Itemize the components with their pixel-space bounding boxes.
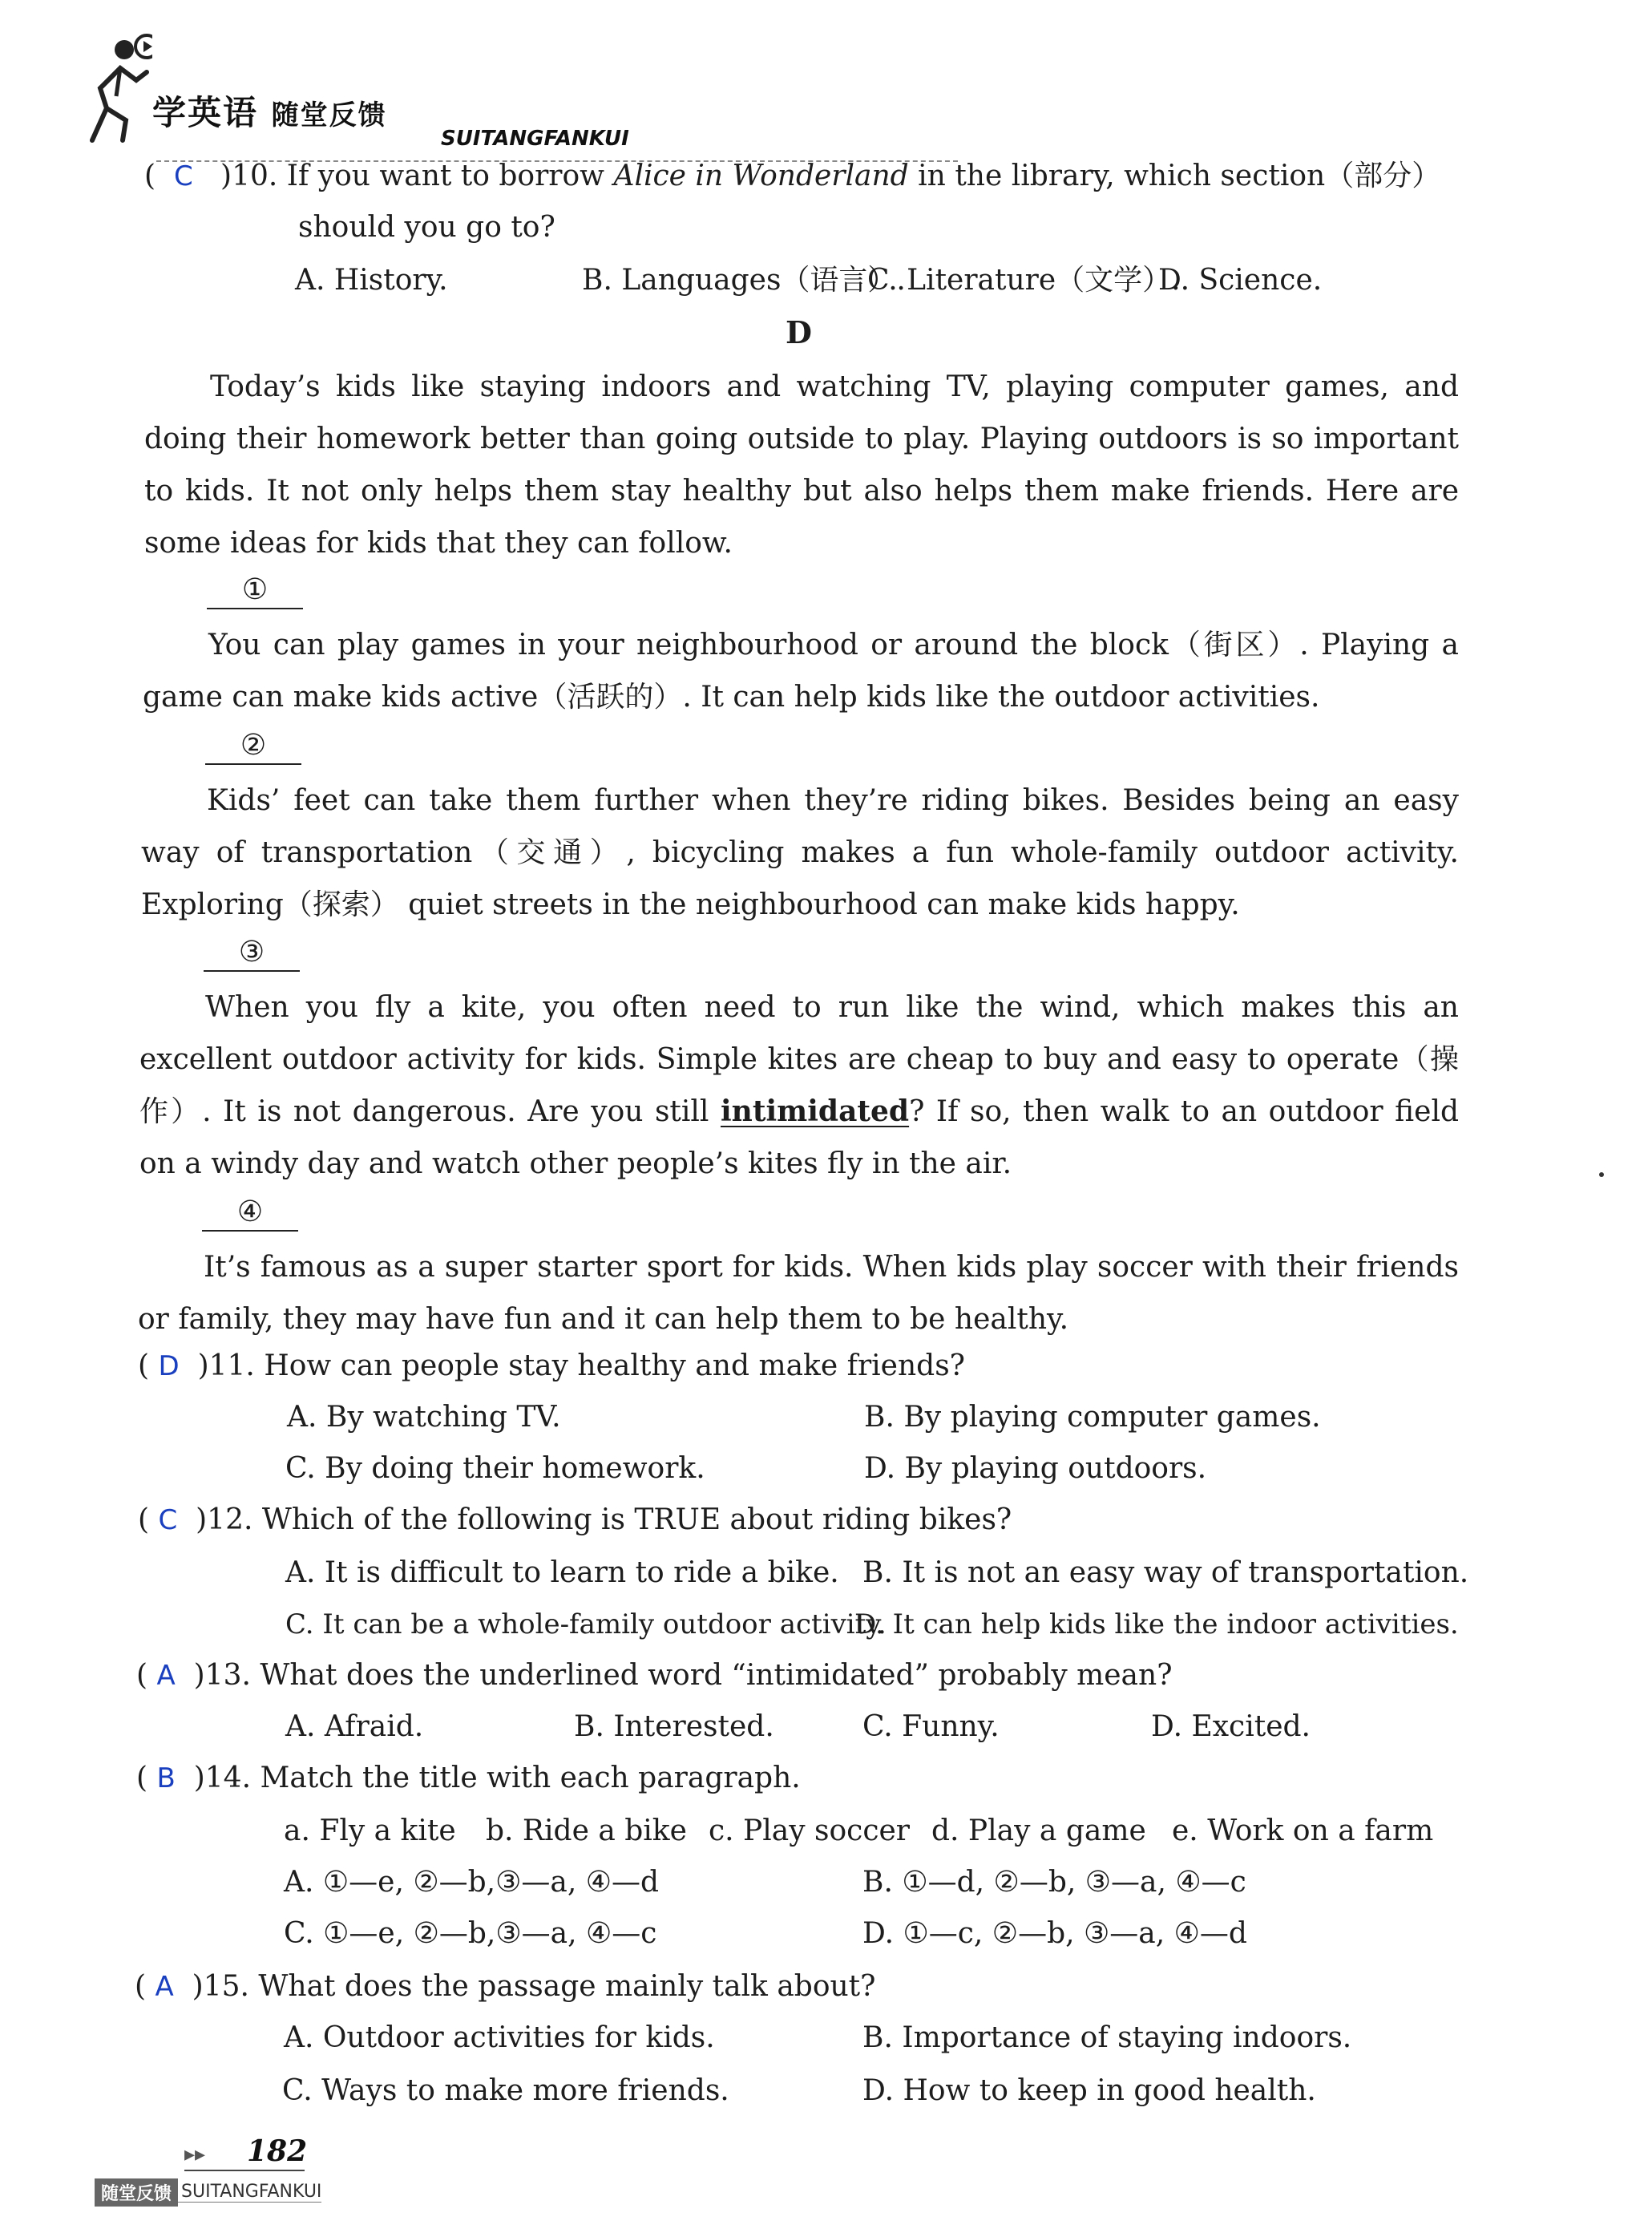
edge-dot <box>1599 1172 1604 1177</box>
q14-option-a: A. ①—e, ②—b,③—a, ④—d <box>284 1866 660 1899</box>
question-stem: Which of the following is TRUE about riding bikes? <box>261 1503 1012 1536</box>
answer-15: A <box>155 1971 174 2003</box>
passage-paragraph-2: Kids’ feet can take them further when they’re riding bikes. Besides being an easy way of transportation（交通）, bicycling makes a fun whole-family outdoor activity. Exploring（探索） quiet streets in the neighbourhood can make kids happy. <box>141 784 1459 921</box>
q10-option-a: A. History. <box>295 264 448 297</box>
q11-option-a: A. By watching TV. <box>287 1401 561 1434</box>
q13-option-b: B. Interested. <box>574 1710 774 1743</box>
question-stem: What does the passage mainly talk about? <box>258 1970 876 2003</box>
book-title: Alice in Wonderland <box>613 160 909 192</box>
answer-paren: ( <box>144 160 156 192</box>
passage-intro: Today’s kids like staying indoors and watching TV, playing computer games, and doing their homework better than going outside to play. Playing outdoors is so important to kids. It not only helps them stay healthy but also helps them make friends. Here are some ideas for kids that they can follow. <box>144 370 1459 560</box>
q12-option-d: D. It can help kids like the indoor activities. <box>854 1608 1459 1640</box>
q15-option-d: D. How to keep in good health. <box>862 2074 1316 2107</box>
paragraph-title-a: a. Fly a kite <box>284 1814 456 1847</box>
answer-11: D <box>158 1350 180 1382</box>
q13-option-d: D. Excited. <box>1151 1710 1311 1743</box>
brand-title-main: 学英语 <box>152 93 259 132</box>
question-15: ( A )15. What does the passage mainly talk about? <box>135 1970 876 2003</box>
question-number: )12. <box>196 1503 253 1536</box>
answer-10: C <box>173 160 193 192</box>
question-number: )14. <box>193 1762 252 1794</box>
question-number: )10. <box>220 160 278 192</box>
q12-option-c: C. It can be a whole-family outdoor activity. <box>285 1608 887 1640</box>
question-10-text-a: If you want to borrow <box>286 160 604 192</box>
page-header <box>76 32 918 152</box>
paragraph-title-d: d. Play a game <box>931 1814 1146 1847</box>
passage-paragraph-1: You can play games in your neighbourhood or around the block（街区）. Playing a game can make kids active（活跃的）. It can help kids like the outdoor activities. <box>143 629 1459 714</box>
q14-option-c: C. ①—e, ②—b,③—a, ④—c <box>284 1917 657 1950</box>
answer-12: C <box>158 1504 178 1536</box>
q15-option-c: C. Ways to make more friends. <box>282 2074 729 2107</box>
paragraph-marker-2: ② <box>205 728 301 765</box>
answer-13: A <box>156 1660 176 1692</box>
q12-option-b: B. It is not an easy way of transportation. <box>862 1556 1469 1589</box>
question-14: ( B )14. Match the title with each paragraph. <box>136 1762 801 1794</box>
paragraph-marker-3: ③ <box>204 935 300 972</box>
question-12: ( C )12. Which of the following is TRUE about riding bikes? <box>138 1503 1012 1536</box>
q13-option-a: A. Afraid. <box>285 1710 424 1743</box>
passage-paragraph-3 <box>139 981 1459 1190</box>
q14-option-d: D. ①—c, ②—b, ③—a, ④—d <box>862 1917 1247 1950</box>
q15-option-b: B. Importance of staying indoors. <box>862 2021 1352 2054</box>
question-number: )11. <box>197 1349 255 1382</box>
question-stem: How can people stay healthy and make friends? <box>264 1349 965 1382</box>
page-number: 182 <box>247 2134 308 2168</box>
q11-option-b: B. By playing computer games. <box>864 1401 1321 1434</box>
question-10-line-1 <box>144 159 1440 194</box>
paragraph-3-text-a: When you fly a kite, you often need to run like the wind, which makes this an excellent outdoor activity for kids. Simple kites are cheap to buy and easy to operate（操作）. It is not dangerous. Are you still <box>139 991 1459 1128</box>
footer-rule <box>184 2170 305 2171</box>
q14-option-b: B. ①—d, ②—b, ③—a, ④—c <box>862 1866 1246 1899</box>
paragraph-marker-1: ① <box>207 572 303 609</box>
q15-option-a: A. Outdoor activities for kids. <box>284 2021 715 2054</box>
q11-option-d: D. By playing outdoors. <box>864 1452 1207 1485</box>
question-number: )15. <box>192 1970 249 2003</box>
paragraph-title-c: c. Play soccer <box>709 1814 911 1847</box>
brand-subtitle: SUITANGFANKUI <box>441 127 629 151</box>
question-10-text-b: in the library, which section（部分） <box>918 160 1441 192</box>
question-10-line-2: should you go to? <box>298 211 555 244</box>
paragraph-title-b: b. Ride a bike <box>486 1814 687 1847</box>
footer-label-en: SUITANGFANKUI <box>178 2182 321 2203</box>
brand-title <box>152 87 387 135</box>
brand-title-sub: 随堂反馈 <box>271 99 387 131</box>
question-stem: What does the underlined word “intimidated” probably mean? <box>260 1659 1173 1692</box>
passage-paragraph-4: It’s famous as a super starter sport for kids. When kids play soccer with their friends or family, they may have fun and it can help them to be healthy. <box>138 1251 1459 1336</box>
question-number: )13. <box>193 1659 251 1692</box>
runner-logo-icon <box>76 32 152 144</box>
question-13: ( A )13. What does the underlined word “intimidated” probably mean? <box>136 1659 1173 1692</box>
underlined-word: intimidated <box>720 1094 910 1128</box>
footer-arrow-icon: ▸▸ <box>184 2142 206 2166</box>
answer-14: B <box>156 1762 176 1794</box>
paragraph-marker-4: ④ <box>202 1195 298 1232</box>
q11-option-c: C. By doing their homework. <box>285 1452 705 1485</box>
footer-label-cn: 随堂反馈 <box>95 2178 178 2207</box>
q10-option-b: B. Languages（语言）. <box>582 264 906 297</box>
question-11: ( D )11. How can people stay healthy and make friends? <box>138 1349 965 1382</box>
paragraph-3-text-b: ? If so, then walk to an outdoor field on a windy day and watch other people’s kites fly in the air. <box>139 1095 1460 1180</box>
q10-option-c: C. Literature（文学）. <box>867 264 1181 297</box>
paragraph-title-e: e. Work on a farm <box>1172 1814 1434 1847</box>
section-heading: D <box>786 314 812 350</box>
q10-option-d: D. Science. <box>1158 264 1323 297</box>
q12-option-a: A. It is difficult to learn to ride a bike. <box>285 1556 839 1589</box>
footer-label <box>95 2178 321 2207</box>
question-stem: Match the title with each paragraph. <box>260 1762 801 1794</box>
q13-option-c: C. Funny. <box>862 1710 1000 1743</box>
